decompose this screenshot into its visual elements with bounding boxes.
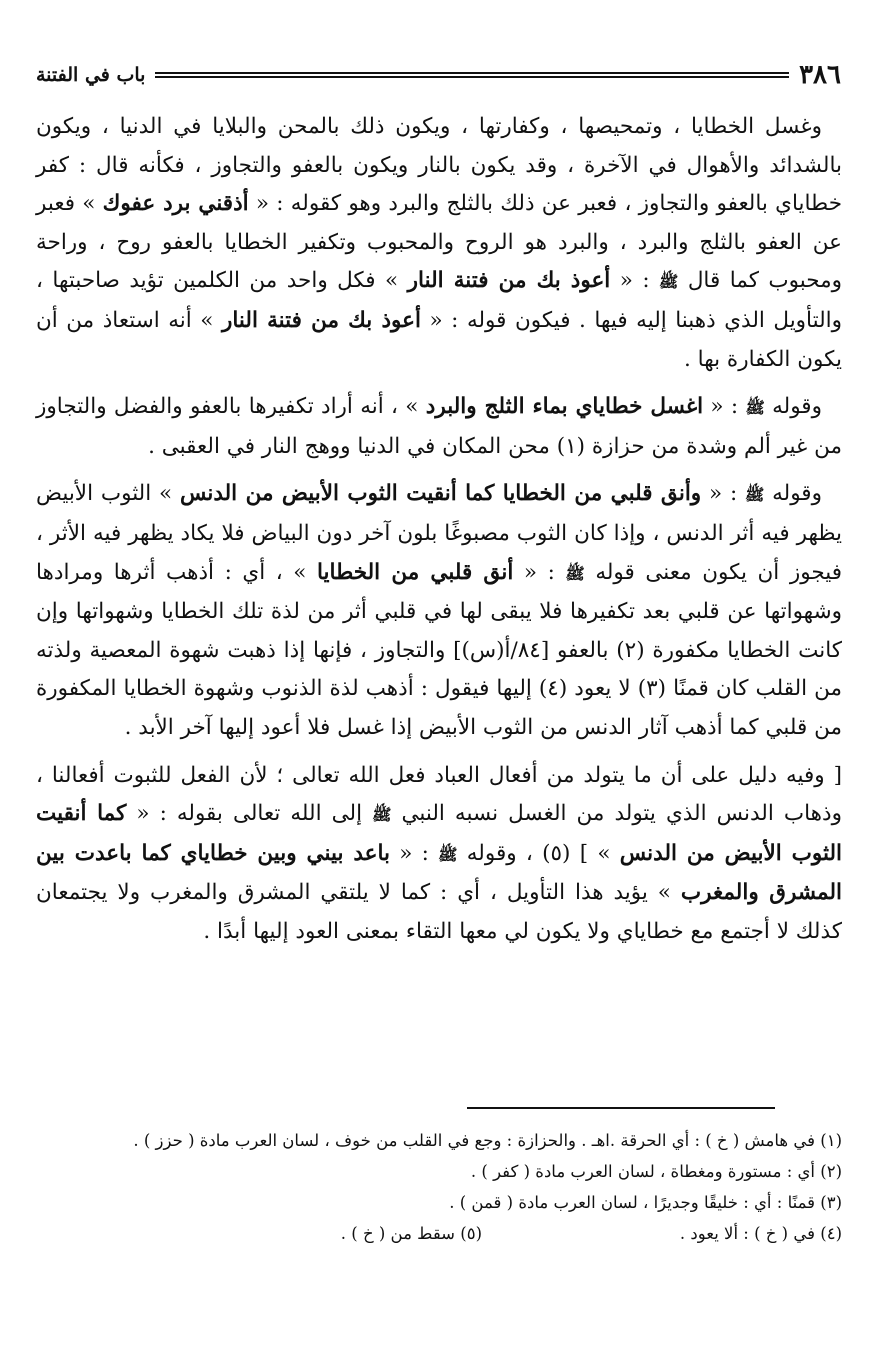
text-span: وغسل الخطايا ، وتمحيصها ، وكفارتها ، ويكون ذلك بالمحن والبلايا في الدنيا ، ويكون بالشدائد والأهوال في الآخرة ، وقد يكون بالنار ويكون بالعفو والتجاوز ، فكأنه قال : كفر خطاياي بالعفو والتجاوز ، فعبر عن ذلك بالثلج والبرد وهو كقوله : «: [36, 114, 842, 217]
footnote-1: (١) في هامش ( خ ) : أي الحرقة .اهـ . والحزازة : وجع في القلب من خوف ، لسان العرب مادة ( حزز ) .: [133, 1131, 842, 1150]
text-span: » فكل واحد من الكلمين تؤيد صاحبتها ، والتأويل الذي ذهبنا إليه فيها . فيكون قوله : «: [36, 268, 842, 333]
footnote-2: (٢) أي : مستورة ومغطاة ، لسان العرب مادة ( كفر ) .: [470, 1162, 842, 1181]
running-title: باب في الفتنة: [36, 64, 146, 86]
page-header: [36, 55, 841, 95]
footnote-separator: [467, 1107, 775, 1109]
footnote-ref[interactable]: (٤): [538, 676, 568, 702]
quote-span: أنق قلبي من الخطايا: [316, 559, 514, 585]
footnote-ref[interactable]: (٣): [637, 676, 667, 702]
footnote-ref[interactable]: (٥): [542, 840, 571, 866]
quote-span: أعوذ بك من فتنة النار: [407, 268, 611, 294]
text-span: » ، أنه أراد تكفيرها بالعفو والفضل والتجاوز من غير ألم وشدة من حزازة: [36, 394, 842, 459]
text-span: لا يعود: [574, 676, 631, 702]
sallallahu-glyph: ﷺ: [438, 844, 458, 864]
paragraph-1: [36, 108, 842, 379]
text-span: [ وفيه دليل على أن ما يتولد من أفعال العباد فعل الله تعالى ؛ لأن الفعل للثبوت أفعالنا ، وذهاب الدنس الذي يتولد من الغسل نسبه النبي: [36, 762, 842, 827]
footnote-ref[interactable]: (١): [556, 433, 586, 459]
paragraph-2: [36, 388, 842, 466]
main-text: [36, 108, 842, 960]
text-span: : «: [709, 481, 738, 507]
text-span: » يؤيد هذا التأويل ، أي : كما لا يلتقي المشرق والمغرب ولا يجتمعان كذلك لا أجتمع مع خطاياي ولا يكون لي معها التقاء بمعنى العود إليها أبدًا .: [36, 880, 842, 944]
text-span: : «: [399, 840, 429, 866]
text-span: » ]: [579, 840, 611, 866]
sallallahu-glyph: ﷺ: [659, 272, 679, 292]
text-span: : «: [619, 268, 650, 294]
paragraph-4: [36, 757, 842, 952]
quote-span: اغسل خطاياي بماء الثلج والبرد: [425, 394, 704, 420]
sallallahu-glyph: ﷺ: [745, 398, 765, 418]
text-span: ، وقوله: [466, 840, 533, 866]
text-span: بالعفو [٨٤/أ(س)] والتجاوز ، فإنها إذا ذهبت شهوة المعصية ولذته من القلب كان قمنًا: [36, 637, 843, 702]
sallallahu-glyph: ﷺ: [565, 563, 585, 583]
text-span: وقوله: [772, 394, 822, 420]
quote-span: وأنق قلبي من الخطايا كما أنقيت الثوب الأبيض من الدنس: [179, 481, 702, 507]
footnotes: [36, 1125, 842, 1249]
quote-span: باعد بيني وبين خطاياي كما باعدت بين المشرق والمغرب: [36, 840, 842, 906]
page-number: ٣٨٦: [799, 60, 841, 90]
text-span: إليها فيقول : أذهب لذة الذنوب وشهوة الخطايا المكفورة من قلبي كما أذهب آثار الدنس من الثوب الأبيض إذا غسل فلا أعود إليها آخر الأبد .: [36, 676, 842, 740]
text-span: محن المكان في الدنيا ووهج النار في العقبى .: [148, 433, 550, 459]
quote-span: كما أنقيت الثوب الأبيض من الدنس: [36, 801, 842, 866]
sallallahu-glyph: ﷺ: [372, 805, 392, 825]
footnote-5: (٥) سقط من ( خ ) .: [340, 1224, 482, 1243]
sallallahu-glyph: ﷺ: [745, 485, 765, 505]
text-span: » ، أي : أذهب أثرها ومرادها وشهواتها عن قلبي بعد تكفيرها فلا يبقى لها في قلبي أثر من لذة تلك الخطايا وشهواتها وإن كانت الخطايا مكفورة: [36, 559, 842, 663]
header-double-rule: [155, 72, 789, 78]
text-span: » أنه استعاذ من أن يكون الكفارة بها .: [36, 307, 842, 372]
text-span: : «: [523, 559, 555, 585]
paragraph-3: [36, 475, 842, 747]
text-span: إلى الله تعالى بقوله : «: [136, 801, 363, 827]
footnote-3: (٣) قمنًا : أي : خليقًا وجديرًا ، لسان العرب مادة ( قمن ) .: [449, 1193, 842, 1212]
footnote-4: (٤) في ( خ ) : ألا يعود .: [679, 1224, 842, 1243]
quote-span: أذقني برد عفوك: [102, 191, 249, 217]
quote-span: أعوذ بك من فتنة النار: [221, 307, 421, 333]
text-span: » الثوب الأبيض يظهر فيه أثر الدنس ، وإذا كان الثوب مصبوغًا بلون آخر دون البياض فلا يكاد يظهر فيه الأثر ، فيجوز أن يكون معنى قوله: [36, 481, 842, 585]
text-span: وقوله: [772, 481, 822, 507]
text-span: : «: [710, 394, 739, 420]
text-span: » فعبر عن العفو بالثلج والبرد ، والبرد هو الروح والمحبوب وتكفير الخطايا بالعفو روح ، وراحة ومحبوب كما قال: [36, 191, 842, 294]
footnote-row: [36, 1218, 842, 1249]
footnote-ref[interactable]: (٢): [616, 637, 645, 663]
